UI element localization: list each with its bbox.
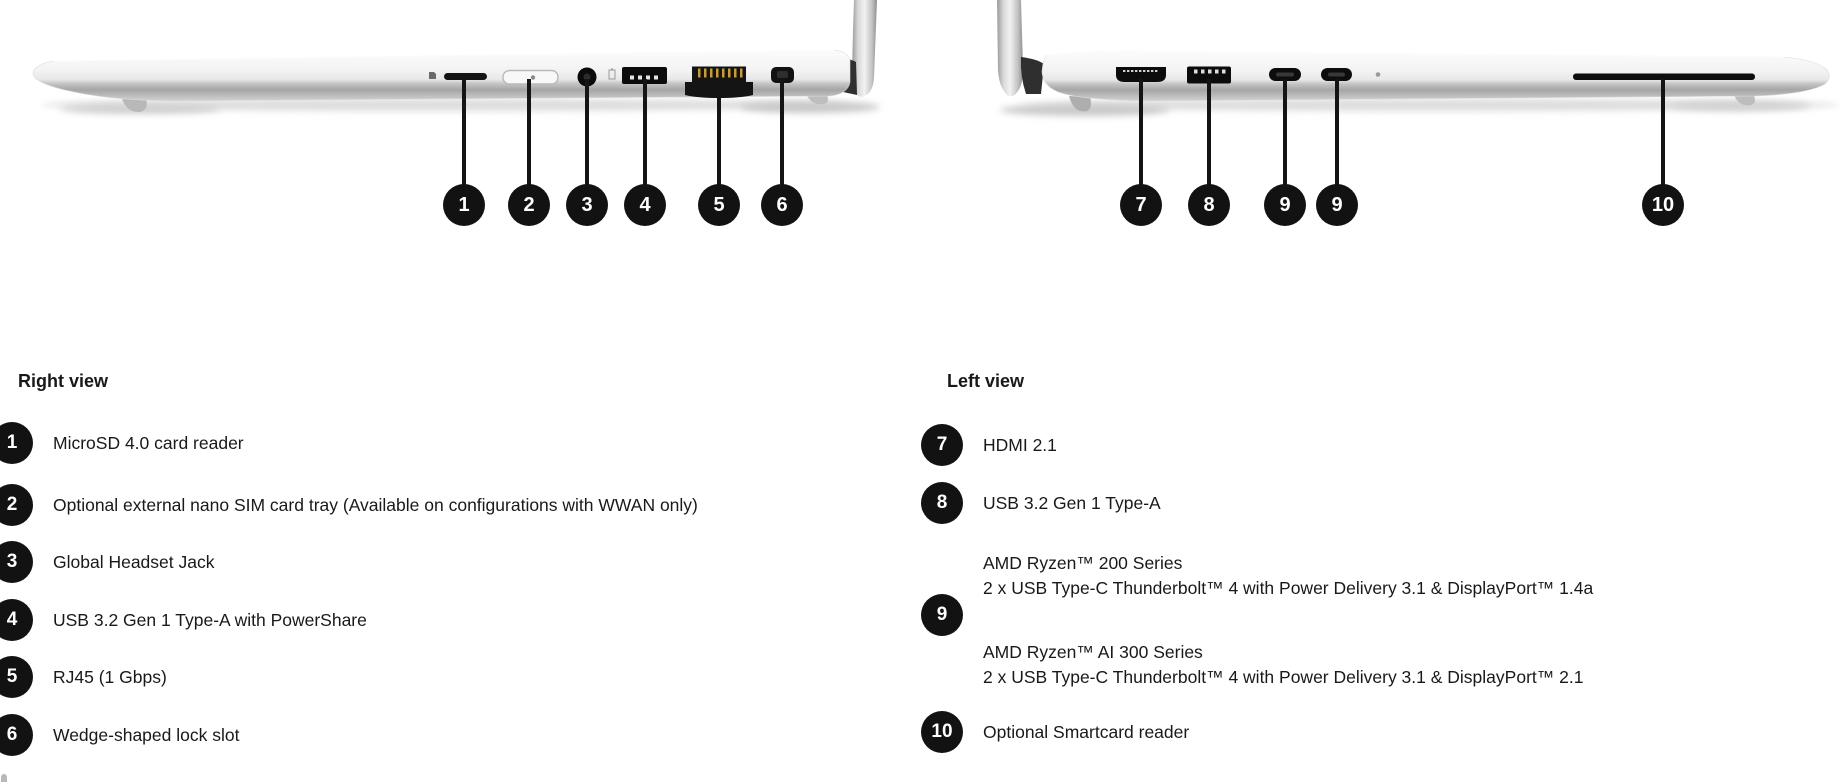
hdmi-pins — [1123, 70, 1157, 72]
figure-callout-3 — [566, 184, 608, 226]
figure-callout-2 — [508, 184, 550, 226]
led-indicator — [1376, 72, 1381, 77]
figure-callout-6-num: 6 — [776, 193, 788, 216]
legend-label-4: USB 3.2 Gen 1 Type-A with PowerShare — [53, 610, 367, 630]
callout-line-9b — [1335, 79, 1339, 186]
callout-line-10 — [1661, 79, 1665, 186]
legend-label-6: Wedge-shaped lock slot — [53, 725, 240, 745]
legend-label-7: HDMI 2.1 — [983, 435, 1057, 455]
legend-callout-2-num: 2 — [6, 494, 18, 515]
legend-label-10: Optional Smartcard reader — [983, 722, 1190, 742]
figure-callout-1-num: 1 — [458, 193, 470, 216]
callout-line-3 — [585, 79, 589, 186]
legend-callout-3 — [0, 541, 33, 583]
figure-callout-4 — [624, 184, 666, 226]
laptop-shadow — [740, 101, 880, 113]
usb-c-port-2-slot — [1328, 73, 1345, 77]
powershare-battery-icon-nub — [611, 69, 613, 71]
callout-line-4 — [643, 79, 647, 186]
figure-callout-3-num: 3 — [581, 193, 593, 216]
legend-callout-4-num: 4 — [6, 609, 18, 630]
legend-label-3: Global Headset Jack — [53, 552, 215, 572]
legend-callout-5 — [0, 656, 33, 698]
figure-callout-9b-num: 9 — [1331, 193, 1343, 216]
callout-line-8 — [1207, 79, 1211, 186]
legend-callout-1-num: 1 — [6, 432, 18, 453]
lock-slot-opening — [777, 71, 788, 78]
figure-callout-9b — [1316, 184, 1358, 226]
figure-callout-5 — [698, 184, 740, 226]
legend-callout-4 — [0, 599, 33, 641]
legend-callout-6-num: 6 — [6, 724, 18, 745]
legend-label-5: RJ45 (1 Gbps) — [53, 667, 167, 687]
figure-callout-7 — [1120, 184, 1162, 226]
legend-label-9-line-4: 2 x USB Type-C Thunderbolt™ 4 with Power Delivery 3.1 & DisplayPort™ 2.1 — [983, 667, 1584, 687]
microsd-icon — [429, 72, 436, 79]
figure-callout-10-num: 10 — [1651, 193, 1675, 216]
laptop-left-view-figure — [997, 0, 1840, 116]
legend-callout-10 — [921, 711, 963, 753]
figure-callout-7-num: 7 — [1135, 193, 1147, 216]
figure-callout-1 — [443, 184, 485, 226]
screen-edge — [997, 0, 1023, 96]
legend-label-9-line-3: AMD Ryzen™ AI 300 Series — [983, 642, 1203, 662]
legend-callout-9 — [921, 594, 963, 636]
figure-callout-8-num: 8 — [1203, 193, 1215, 216]
legend-callout-8 — [921, 482, 963, 524]
usb-c-port-1-slot — [1276, 73, 1294, 77]
legend-callout-8-num: 8 — [936, 492, 948, 513]
legend-label-9 — [983, 551, 1593, 690]
sim-pinhole — [531, 75, 535, 79]
legend-label-9-line-1: AMD Ryzen™ 200 Series — [983, 553, 1183, 573]
figure-callout-5-num: 5 — [713, 193, 725, 216]
laptop-figures — [0, 0, 1848, 235]
legend-callout-7 — [921, 424, 963, 466]
legend-callout-6 — [0, 714, 33, 756]
left-view-heading: Left view — [947, 371, 1025, 391]
figure-callout-9a — [1264, 184, 1306, 226]
legend-label-8: USB 3.2 Gen 1 Type-A — [983, 493, 1161, 513]
figure-callout-10 — [1642, 184, 1684, 226]
legend-callout-3-num: 3 — [6, 551, 18, 572]
legend-label-2: Optional external nano SIM card tray (Available on configurations with WWAN only) — [53, 495, 698, 515]
figure-callout-8 — [1188, 184, 1230, 226]
figure-callout-2-num: 2 — [523, 193, 535, 216]
figure-callout-9a-num: 9 — [1279, 193, 1291, 216]
callout-line-5 — [717, 79, 721, 186]
callout-line-7 — [1139, 79, 1143, 186]
laptop-right-view-figure — [33, 0, 880, 114]
legend-callout-5-num: 5 — [6, 666, 18, 687]
legend-label-1: MicroSD 4.0 card reader — [53, 433, 244, 453]
legend-callout-2 — [0, 484, 33, 526]
legend-callout-10-num: 10 — [931, 721, 953, 742]
right-view-heading: Right view — [18, 371, 109, 391]
clipped-next-callout — [1, 774, 7, 782]
callout-line-6 — [780, 79, 784, 186]
callout-line-1 — [462, 79, 466, 186]
callout-line-2 — [527, 79, 531, 186]
legend-callout-9-num: 9 — [936, 604, 948, 625]
legend-callout-1 — [0, 422, 33, 464]
hinge — [1021, 57, 1044, 94]
figure-callout-4-num: 4 — [639, 193, 651, 216]
figure-callout-6 — [761, 184, 803, 226]
legend-callout-7-num: 7 — [936, 434, 948, 455]
legend-label-9-line-2: 2 x USB Type-C Thunderbolt™ 4 with Power Delivery 3.1 & DisplayPort™ 1.4a — [983, 578, 1594, 598]
callout-line-9a — [1283, 79, 1287, 186]
